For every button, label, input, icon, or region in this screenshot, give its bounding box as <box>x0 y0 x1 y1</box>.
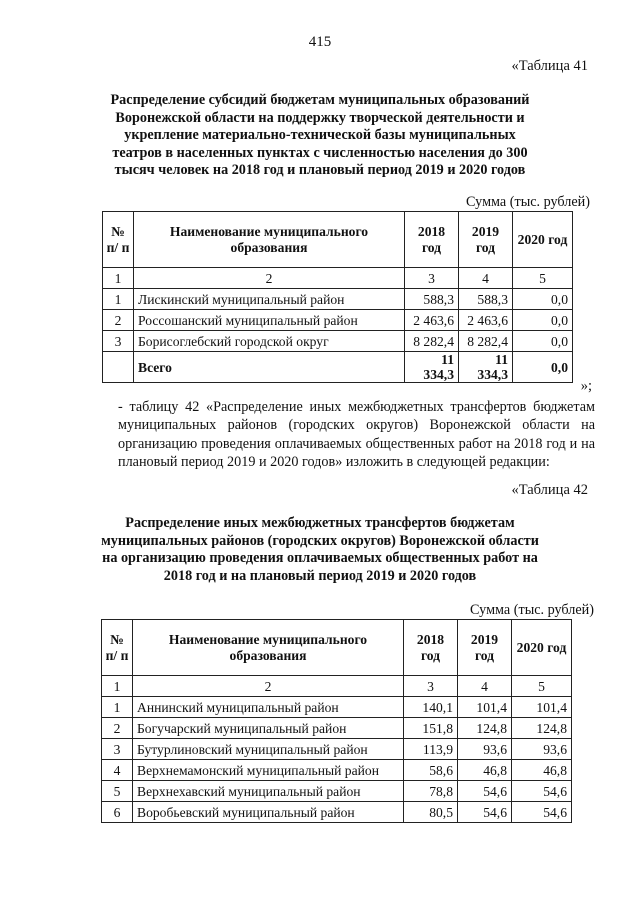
colnum: 5 <box>512 676 572 697</box>
row-2020: 101,4 <box>512 697 572 718</box>
table-row <box>103 289 573 310</box>
row-name: Верхнемамонский муниципальный район <box>133 760 404 781</box>
row-2018: 58,6 <box>404 760 458 781</box>
colnum: 2 <box>133 676 404 697</box>
colnum: 3 <box>404 676 458 697</box>
row-2019: 54,6 <box>458 802 512 823</box>
row-num: 2 <box>102 718 133 739</box>
row-2018: 2 463,6 <box>405 310 459 331</box>
table-row <box>102 802 572 823</box>
row-2020: 54,6 <box>512 802 572 823</box>
header-num: № п/ п <box>103 212 134 268</box>
row-name: Аннинский муниципальный район <box>133 697 404 718</box>
row-2019: 2 463,6 <box>459 310 513 331</box>
total-2019: 11 334,3 <box>459 352 513 383</box>
row-num: 5 <box>102 781 133 802</box>
table-row <box>102 760 572 781</box>
row-num: 2 <box>103 310 134 331</box>
total-label: Всего <box>134 352 405 383</box>
colnum: 5 <box>513 268 573 289</box>
colnum: 1 <box>102 676 133 697</box>
row-num: 1 <box>102 697 133 718</box>
row-2018: 113,9 <box>404 739 458 760</box>
colnum: 3 <box>405 268 459 289</box>
colnum: 2 <box>134 268 405 289</box>
table-row <box>102 781 572 802</box>
total-row <box>103 352 573 383</box>
table-41-sum-label: Сумма (тыс. рублей) <box>466 194 590 210</box>
row-num: 6 <box>102 802 133 823</box>
column-number-row <box>102 676 572 697</box>
header-name: Наименование муниципального образования <box>133 620 404 676</box>
total-num <box>103 352 134 383</box>
row-2018: 140,1 <box>404 697 458 718</box>
row-2020: 93,6 <box>512 739 572 760</box>
row-2020: 0,0 <box>513 331 573 352</box>
colnum: 4 <box>459 268 513 289</box>
header-2018: 2018 год <box>405 212 459 268</box>
row-2018: 78,8 <box>404 781 458 802</box>
paragraph-text: - таблицу 42 «Распределение иных межбюджетных трансфертов бюджетам муниципальных районов (городских округов) Воронежской области на организацию проведения оплачиваемых общественных работ на 2018 год и на плановый период 2019 и 2020 годов» изложить в следующей редакции: <box>118 399 595 471</box>
row-2018: 80,5 <box>404 802 458 823</box>
row-2019: 54,6 <box>458 781 512 802</box>
table-row <box>102 718 572 739</box>
table-41-label: «Таблица 41 <box>511 58 588 74</box>
row-2020: 46,8 <box>512 760 572 781</box>
header-num: № п/ п <box>102 620 133 676</box>
table-row <box>102 697 572 718</box>
row-2019: 46,8 <box>458 760 512 781</box>
table-row <box>102 739 572 760</box>
row-2018: 8 282,4 <box>405 331 459 352</box>
table-42 <box>101 619 572 823</box>
header-2018: 2018 год <box>404 620 458 676</box>
row-2019: 588,3 <box>459 289 513 310</box>
header-2019: 2019 год <box>459 212 513 268</box>
row-name: Бутурлиновский муниципальный район <box>133 739 404 760</box>
table-42-label: «Таблица 42 <box>511 482 588 498</box>
row-2019: 8 282,4 <box>459 331 513 352</box>
row-2018: 588,3 <box>405 289 459 310</box>
close-quote: »; <box>580 378 592 394</box>
row-num: 3 <box>103 331 134 352</box>
row-2019: 124,8 <box>458 718 512 739</box>
header-name: Наименование муниципального образования <box>134 212 405 268</box>
row-name: Лискинский муниципальный район <box>134 289 405 310</box>
row-2020: 0,0 <box>513 289 573 310</box>
total-2018: 11 334,3 <box>405 352 459 383</box>
row-num: 1 <box>103 289 134 310</box>
row-2019: 93,6 <box>458 739 512 760</box>
table-42-title: Распределение иных межбюджетных трансфертов бюджетам муниципальных районов (городских округов) Воронежской области на организацию проведения оплачиваемых общественных работ на 2018 год и на плановый период 2019 и 2020 годов <box>101 515 539 584</box>
row-name: Россошанский муниципальный район <box>134 310 405 331</box>
page-number: 415 <box>308 34 332 50</box>
row-2020: 124,8 <box>512 718 572 739</box>
row-num: 4 <box>102 760 133 781</box>
row-name: Верхнехавский муниципальный район <box>133 781 404 802</box>
header-2020: 2020 год <box>513 212 573 268</box>
colnum: 1 <box>103 268 134 289</box>
table-row <box>103 331 573 352</box>
row-2020: 54,6 <box>512 781 572 802</box>
column-number-row <box>103 268 573 289</box>
total-2020: 0,0 <box>513 352 573 383</box>
row-2020: 0,0 <box>513 310 573 331</box>
table-42-sum-label: Сумма (тыс. рублей) <box>470 602 594 618</box>
row-2019: 101,4 <box>458 697 512 718</box>
header-2020: 2020 год <box>512 620 572 676</box>
row-name: Богучарский муниципальный район <box>133 718 404 739</box>
row-num: 3 <box>102 739 133 760</box>
table-41 <box>102 211 573 383</box>
header-2019: 2019 год <box>458 620 512 676</box>
row-name: Борисоглебский городской округ <box>134 331 405 352</box>
row-name: Воробьевский муниципальный район <box>133 802 404 823</box>
table-row <box>103 310 573 331</box>
row-2018: 151,8 <box>404 718 458 739</box>
colnum: 4 <box>458 676 512 697</box>
table-41-title: Распределение субсидий бюджетам муниципальных образований Воронежской области на поддержку творческой деятельности и укрепление материально-технической базы муниципальных театров в населенных пунктах с численностью населения до 300 тысяч человек на 2018 год и плановый период 2019 и 2020 годов <box>110 92 530 178</box>
